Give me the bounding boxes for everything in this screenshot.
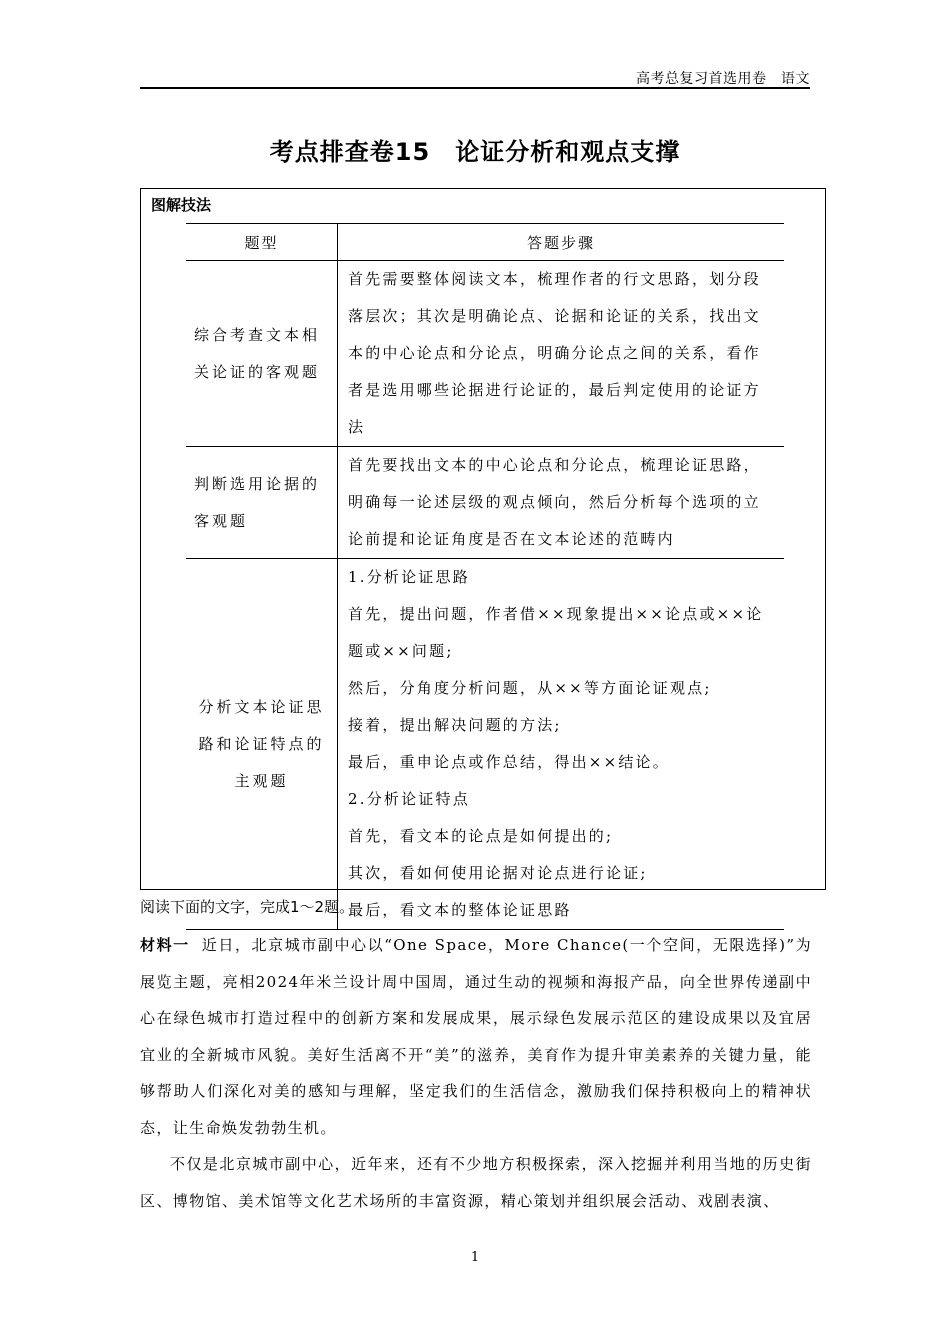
running-header: 高考总复习首选用卷 语文 [636,71,810,87]
step-line: 1.分析论证思路 [348,568,470,586]
step-line: 接着，提出解决问题的方法; [348,716,562,734]
technique-box-title: 图解技法 [151,196,212,214]
table-header-row [186,224,784,261]
question-type: 判断选用论据的客观题 [186,447,338,559]
step-line: 首先，看文本的论点是如何提出的; [348,827,614,845]
table-row [186,447,784,559]
step-line: 最后，看文本的整体论证思路 [348,901,572,919]
step-line: 2.分析论证特点 [348,790,470,808]
paragraph-text: 近日，北京城市副中心以“One Space，More Chance(一个空间，无限选择)”为展览主题，亮相2024年米兰设计周中国周，通过生动的视频和海报产品，向全世界传递副中心在绿色城市打造过程中的创新方案和发展成果，展示绿色发展示范区的建设成果以及宜居宜业的全新城市风貌。美好生活离不开“美”的滋养，美育作为提升审美素养的关键力量，能够帮助人们深化对美的感知与理解，坚定我们的生活信念，激励我们保持积极向上的精神状态，让生命焕发勃勃生机。 [140,936,812,1137]
reading-passage [140,927,812,1219]
column-header-type: 题型 [186,224,338,261]
technique-table [186,223,784,930]
question-type: 综合考查文本相关论证的客观题 [186,261,338,447]
answer-steps [338,559,785,930]
step-line: 然后，分角度分析问题，从××等方面论证观点; [348,679,712,697]
page-title: 考点排查卷15 论证分析和观点支撑 [269,138,681,166]
answer-steps [338,261,785,447]
column-header-steps: 答题步骤 [338,224,785,261]
answer-steps [338,447,785,559]
step-line: 首先需要整体阅读文本，梳理作者的行文思路，划分段落层次；其次是明确论点、论据和论证的关系，找出文本的中心论点和分论点，明确分论点之间的关系，看作者是选用哪些论据进行论证的，最后判定使用的论证方法 [348,270,761,436]
step-line: 其次，看如何使用论据对论点进行论证; [348,864,648,882]
reading-instruction: 阅读下面的文字，完成1～2题。 [140,898,355,916]
paragraph [140,927,812,1146]
question-type: 分析文本论证思路和论证特点的主观题 [186,559,338,930]
header-rule [140,87,810,89]
paragraph: 不仅是北京城市副中心，近年来，还有不少地方积极探索，深入挖掘并利用当地的历史街区、博物馆、美术馆等文化艺术场所的丰富资源，精心策划并组织展会活动、戏剧表演、 [140,1155,812,1210]
table-row [186,559,784,930]
table-row [186,261,784,447]
step-line: 最后，重申论点或作总结，得出××结论。 [348,753,670,771]
material-label: 材料一 [140,936,190,954]
page-number: 1 [470,1250,480,1265]
step-line: 首先要找出文本的中心论点和分论点，梳理论证思路，明确每一论述层级的观点倾向，然后分析每个选项的立论前提和论证角度是否在文本论述的范畴内 [348,456,761,548]
step-line: 首先，提出问题，作者借××现象提出××论点或××论题或××问题; [348,605,764,660]
